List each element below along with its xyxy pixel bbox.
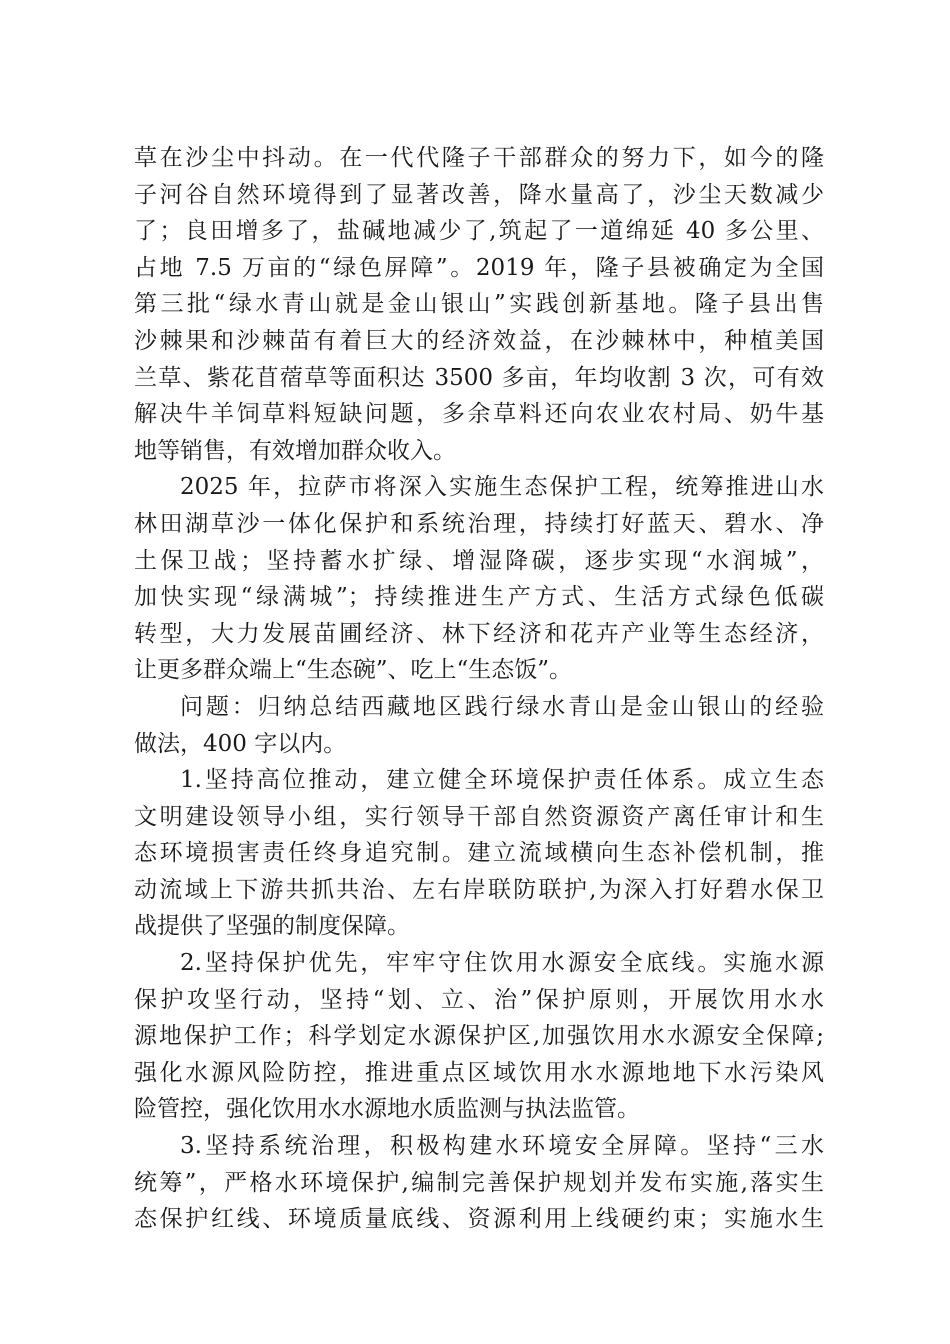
text-line: 1.坚持高位推动，建立健全环境保护责任体系。成立生态 xyxy=(180,767,824,794)
text-line: 动流域上下游共抓共治、左右岸联防联护,为深入打好碧水保卫 xyxy=(134,876,824,903)
text-line: 加快实现“绿满城”；持续推进生产方式、生活方式绿色低碳 xyxy=(134,584,824,611)
text-line: 草在沙尘中抖动。在一代代隆子干部群众的努力下，如今的隆 xyxy=(134,145,824,171)
text-line: 转型，大力发展苗圃经济、林下经济和花卉产业等生态经济， xyxy=(134,620,824,647)
text-line: 让更多群众端上“生态碗”、吃上“生态饭”。 xyxy=(134,657,573,684)
text-line: 2025 年，拉萨市将深入实施生态保护工程，统筹推进山水 xyxy=(180,474,824,501)
text-line: 沙棘果和沙棘苗有着巨大的经济效益，在沙棘林中，种植美国 xyxy=(134,327,824,354)
text-line: 解决牛羊饲草料短缺问题，多余草料还向农业农村局、奶牛基 xyxy=(134,401,824,428)
text-line: 第三批“绿水青山就是金山银山”实践创新基地。隆子县出售 xyxy=(134,291,824,318)
text-line: 了；良田增多了，盐碱地减少了,筑起了一道绵延 40 多公里、 xyxy=(134,218,824,245)
text-line: 文明建设领导小组，实行领导干部自然资源资产离任审计和生 xyxy=(134,803,824,830)
text-line: 子河谷自然环境得到了显著改善，降水量高了，沙尘天数减少 xyxy=(134,181,824,208)
text-line: 源地保护工作；科学划定水源保护区,加强饮用水水源安全保障; xyxy=(134,1023,824,1050)
text-line: 3.坚持系统治理，积极构建水环境安全屏障。坚持“三水 xyxy=(180,1133,824,1160)
text-line: 地等销售，有效增加群众收入。 xyxy=(134,437,456,464)
text-line: 林田湖草沙一体化保护和系统治理，持续打好蓝天、碧水、净 xyxy=(134,510,824,537)
text-line: 统筹”，严格水环境保护,编制完善保护规划并发布实施,落实生 xyxy=(134,1169,824,1196)
text-line: 强化水源风险防控，推进重点区域饮用水水源地地下水污染风 xyxy=(134,1059,824,1086)
text-line: 险管控，强化饮用水水源地水质监测与执法监管。 xyxy=(134,1096,640,1123)
body-text xyxy=(134,140,824,1238)
text-line: 态保护红线、环境质量底线、资源利用上线硬约束；实施水生 xyxy=(134,1206,824,1233)
text-line: 兰草、紫花苜蓿草等面积达 3500 多亩，年均收割 3 次，可有效 xyxy=(134,364,824,391)
text-line: 态环境损害责任终身追究制。建立流域横向生态补偿机制，推 xyxy=(134,840,824,867)
text-line: 做法，400 字以内。 xyxy=(134,730,347,757)
text-line: 占地 7.5 万亩的“绿色屏障”。2019 年，隆子县被确定为全国 xyxy=(134,254,824,281)
text-line: 战提供了坚强的制度保障。 xyxy=(134,913,410,940)
text-line: 问题：归纳总结西藏地区践行绿水青山是金山银山的经验 xyxy=(180,693,824,720)
text-line: 2.坚持保护优先，牢牢守住饮用水源安全底线。实施水源 xyxy=(180,950,824,977)
text-line: 土保卫战；坚持蓄水扩绿、增湿降碳，逐步实现“水润城”， xyxy=(134,547,824,574)
text-line: 保护攻坚行动，坚持“划、立、治”保护原则，开展饮用水水 xyxy=(134,986,824,1013)
